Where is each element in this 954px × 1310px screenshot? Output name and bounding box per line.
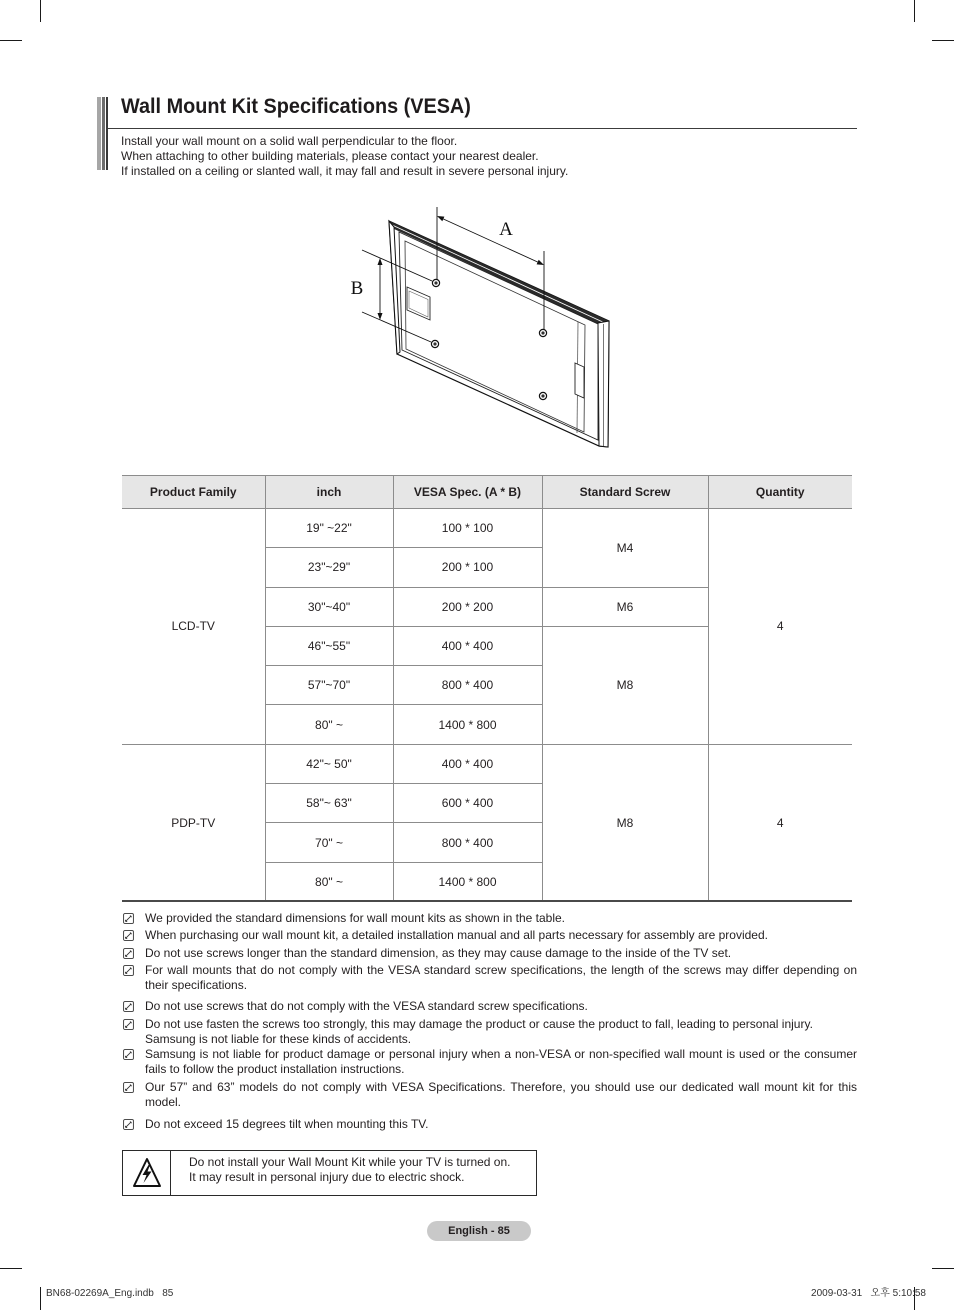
warning-icon-cell xyxy=(123,1151,171,1195)
cell-inch: 30"~40" xyxy=(265,587,393,626)
cell-inch: 58"~ 63" xyxy=(265,784,393,823)
note-icon xyxy=(123,1082,134,1093)
header-standard-screw: Standard Screw xyxy=(542,476,708,509)
cell-standard-screw: M8 xyxy=(542,744,708,901)
cell-quantity: 4 xyxy=(708,744,852,901)
screw-hole-icon xyxy=(432,279,439,286)
page-number-badge: English - 85 xyxy=(427,1221,531,1241)
dimension-b-label: B xyxy=(350,278,364,299)
table-header-row xyxy=(122,476,852,509)
screw-hole-icon xyxy=(539,329,546,336)
note-line: Do not use screws that do not comply with the VESA standard screw specifications. xyxy=(145,999,588,1013)
note-line: fails to follow the product installation instructions. xyxy=(145,1062,405,1076)
note-icon xyxy=(123,1119,134,1130)
cell-vesa-spec: 400 * 400 xyxy=(393,744,542,783)
note-line: Do not use fasten the screws too strongly, this may damage the product or cause the product to fall, leading to personal injury. xyxy=(145,1017,813,1031)
crop-mark-top-left-h xyxy=(0,40,22,41)
cell-product-family: PDP-TV xyxy=(122,744,265,901)
cell-inch: 19" ~22" xyxy=(265,509,393,548)
cell-inch: 57"~70" xyxy=(265,666,393,705)
tv-body xyxy=(389,221,609,447)
cell-standard-screw: M8 xyxy=(542,626,708,744)
intro-line: Install your wall mount on a solid wall perpendicular to the floor. xyxy=(121,134,458,148)
cell-standard-screw: M6 xyxy=(542,587,708,626)
note-line: Samsung is not liable for these kinds of accidents. xyxy=(145,1032,412,1046)
note-line: Do not use screws longer than the standard dimension, as they may cause damage to the inside of the TV set. xyxy=(145,946,732,960)
vesa-spec-table xyxy=(122,475,852,902)
screw-hole-icon xyxy=(431,340,438,347)
cell-quantity: 4 xyxy=(708,509,852,745)
cell-vesa-spec: 1400 * 800 xyxy=(393,862,542,901)
cell-inch: 42"~ 50" xyxy=(265,744,393,783)
cell-inch: 23"~29" xyxy=(265,548,393,587)
cell-vesa-spec: 800 * 400 xyxy=(393,666,542,705)
crop-mark-bottom-left-h xyxy=(0,1268,22,1269)
cell-vesa-spec: 200 * 200 xyxy=(393,587,542,626)
note-line: When purchasing our wall mount kit, a detailed installation manual and all parts necessary for assembly are provided. xyxy=(145,928,768,942)
note-icon xyxy=(123,1019,134,1030)
warning-text xyxy=(189,1155,510,1185)
arrowhead-icon xyxy=(437,216,444,221)
table-row xyxy=(122,744,852,783)
cell-inch: 80" ~ xyxy=(265,705,393,744)
title-decoration-bar xyxy=(106,97,108,170)
cell-vesa-spec: 200 * 100 xyxy=(393,548,542,587)
tv-rear-wall-mount-diagram xyxy=(340,200,620,455)
intro-line: If installed on a ceiling or slanted wall, it may fall and result in severe personal injury. xyxy=(121,164,569,178)
note-line: Samsung is not liable for product damage or personal injury when a non-VESA or non-specified wall mount is used or the consumer xyxy=(145,1047,857,1061)
intro-line: When attaching to other building materials, please contact your nearest dealer. xyxy=(121,149,539,163)
crop-mark-top-right-v xyxy=(914,0,915,22)
warning-line: Do not install your Wall Mount Kit while your TV is turned on. xyxy=(189,1155,511,1169)
title-decoration-bar xyxy=(97,97,101,170)
cell-standard-screw: M4 xyxy=(542,509,708,588)
tv-hinge xyxy=(575,363,584,398)
screw-hole-icon xyxy=(539,392,546,399)
table-row xyxy=(122,509,852,548)
crop-mark-bottom-right-h xyxy=(932,1268,954,1269)
crop-mark-top-right-h xyxy=(932,40,954,41)
note-line: their specifications. xyxy=(145,978,248,992)
electric-shock-warning-icon xyxy=(123,1151,170,1195)
dimension-a-label: A xyxy=(499,219,513,240)
cell-vesa-spec: 100 * 100 xyxy=(393,509,542,548)
note-icon xyxy=(123,1001,134,1012)
cell-product-family: LCD-TV xyxy=(122,509,265,745)
header-inch: inch xyxy=(265,476,393,509)
cell-vesa-spec: 400 * 400 xyxy=(393,626,542,665)
arrowhead-icon xyxy=(537,260,544,265)
page-title: Wall Mount Kit Specifications (VESA) xyxy=(121,95,471,118)
note-line: Do not exceed 15 degrees tilt when mounting this TV. xyxy=(145,1117,429,1131)
print-timestamp: 2009-03-31 오후 5:10:58 xyxy=(811,1288,926,1299)
note-icon xyxy=(123,965,134,976)
intro-text xyxy=(121,134,568,179)
header-product-family: Product Family xyxy=(122,476,265,509)
cell-inch: 80" ~ xyxy=(265,862,393,901)
cell-inch: 70" ~ xyxy=(265,823,393,862)
cell-vesa-spec: 800 * 400 xyxy=(393,823,542,862)
note-icon xyxy=(123,913,134,924)
note-icon xyxy=(123,930,134,941)
crop-mark-bottom-left-v xyxy=(40,1287,41,1310)
note-line: Our 57” and 63” models do not comply with VESA Specifications. Therefore, you should use our dedicated wall mount kit for this xyxy=(145,1080,857,1094)
note-icon xyxy=(123,948,134,959)
warning-line: It may result in personal injury due to electric shock. xyxy=(189,1170,465,1184)
note-line: model. xyxy=(145,1095,182,1109)
cell-inch: 46"~55" xyxy=(265,626,393,665)
note-icon xyxy=(123,1049,134,1060)
title-decoration-bar xyxy=(102,97,105,170)
title-underline xyxy=(108,128,857,129)
tv-outline xyxy=(389,221,609,447)
note-line: We provided the standard dimensions for wall mount kits as shown in the table. xyxy=(145,911,565,925)
cell-vesa-spec: 600 * 400 xyxy=(393,784,542,823)
print-file-info: BN68-02269A_Eng.indb 85 xyxy=(46,1288,174,1299)
note-line: For wall mounts that do not comply with the VESA standard screw specifications, the length of the screws may differ depending on xyxy=(145,963,857,977)
warning-box xyxy=(122,1150,537,1196)
header-vesa-spec: VESA Spec. (A * B) xyxy=(393,476,542,509)
cell-vesa-spec: 1400 * 800 xyxy=(393,705,542,744)
header-quantity: Quantity xyxy=(708,476,852,509)
crop-mark-top-left-v xyxy=(40,0,41,22)
